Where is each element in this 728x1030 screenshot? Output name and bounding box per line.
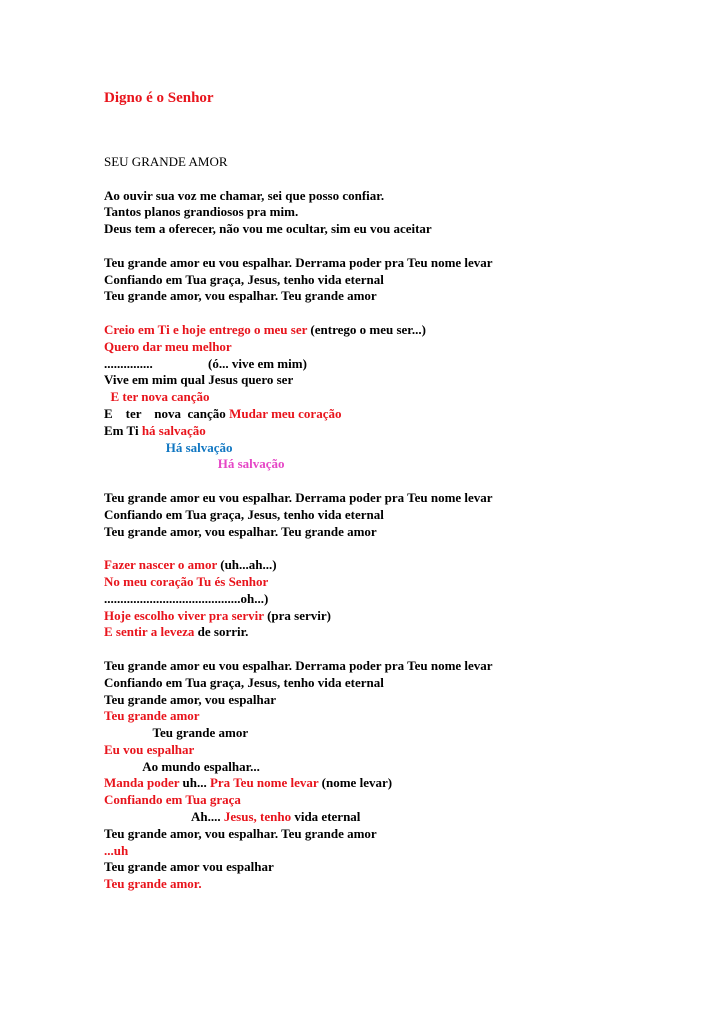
lyric-segment: Pra Teu nome levar — [209, 775, 319, 791]
lyric-line — [104, 188, 704, 205]
lyric-segment: Teu grande amor, vou espalhar. Teu grande amor — [104, 825, 377, 841]
lyric-line — [104, 255, 704, 272]
lyric-segment: E ter nova canção — [104, 389, 210, 405]
lyric-line — [104, 591, 704, 608]
lyric-segment: Teu grande amor. — [104, 876, 202, 892]
lyric-line — [104, 204, 704, 221]
lyric-segment: Confiando em Tua graça, Jesus, tenho vida eternal — [104, 506, 384, 522]
lyric-segment: Quero dar meu melhor — [104, 338, 232, 354]
lyric-segment: (nome levar) — [318, 775, 393, 791]
lyric-line — [104, 742, 704, 759]
lyric-line — [104, 708, 704, 725]
lyric-line — [104, 423, 704, 440]
lyric-segment: Ao ouvir sua voz me chamar, sei que posso confiar. — [104, 187, 385, 203]
lyric-segment: Teu grande amor — [104, 725, 249, 741]
lyric-segment: Teu grande amor, vou espalhar — [104, 691, 277, 707]
lyric-line — [104, 859, 704, 876]
lyric-line — [104, 826, 704, 843]
lyric-segment: Tantos planos grandiosos pra mim. — [104, 204, 299, 220]
lyric-segment: SEU GRANDE AMOR — [104, 154, 228, 169]
lyric-line — [104, 389, 704, 406]
lyric-segment: vida eternal — [291, 809, 361, 825]
lyric-segment: Há salvação — [104, 439, 233, 455]
lyric-line — [104, 692, 704, 709]
lyric-segment: Teu grande amor, vou espalhar. Teu grande amor — [104, 523, 377, 539]
lyric-line — [104, 725, 704, 742]
lyric-segment: E sentir a leveza — [104, 624, 195, 640]
lyric-line — [104, 557, 704, 574]
lyric-segment: Em Ti — [104, 422, 142, 438]
lyric-line — [104, 272, 704, 289]
lyrics-body — [104, 154, 704, 893]
lyric-line — [104, 775, 704, 792]
lyric-segment: Confiando em Tua graça — [104, 792, 241, 808]
lyric-segment: Teu grande amor eu vou espalhar. Derrama poder pra Teu nome levar — [104, 489, 493, 505]
lyric-segment: (uh...ah...) — [217, 557, 277, 573]
lyric-line — [104, 288, 704, 305]
lyric-segment: Hoje escolho viver pra servir — [104, 607, 264, 623]
lyric-segment: Há salvação — [104, 456, 285, 472]
lyric-segment: Teu grande amor, vou espalhar. Teu grande amor — [104, 288, 377, 304]
lyric-segment: Teu grande amor eu vou espalhar. Derrama poder pra Teu nome levar — [104, 657, 493, 673]
lyric-line — [104, 876, 704, 893]
lyric-line — [104, 624, 704, 641]
lyric-segment: de sorrir. — [194, 624, 249, 640]
lyric-segment: Confiando em Tua graça, Jesus, tenho vida eternal — [104, 271, 384, 287]
lyric-line — [104, 456, 704, 473]
lyric-line — [104, 809, 704, 826]
lyric-line — [104, 608, 704, 625]
lyric-line — [104, 322, 704, 339]
lyric-line — [104, 524, 704, 541]
stanza-gap — [104, 238, 704, 255]
stanza-gap — [104, 305, 704, 322]
lyric-segment: Jesus, tenho — [223, 809, 292, 825]
lyric-line — [104, 372, 704, 389]
stanza-gap — [104, 641, 704, 658]
stanza-gap — [104, 540, 704, 557]
lyric-segment: Deus tem a oferecer, não vou me ocultar, sim eu vou aceitar — [104, 221, 432, 237]
lyric-line — [104, 440, 704, 457]
lyric-line — [104, 507, 704, 524]
lyric-segment: Confiando em Tua graça, Jesus, tenho vida eternal — [104, 674, 384, 690]
lyric-segment: ..........................................oh...) — [104, 590, 269, 606]
song-title — [104, 154, 704, 171]
lyric-segment: uh... — [179, 775, 210, 791]
lyric-segment: No meu coração Tu és Senhor — [104, 573, 269, 589]
lyric-line — [104, 843, 704, 860]
lyric-segment: Teu grande amor eu vou espalhar. Derrama poder pra Teu nome levar — [104, 254, 493, 270]
lyric-segment: Eu vou espalhar — [104, 741, 195, 757]
lyric-line — [104, 658, 704, 675]
lyric-segment: Ah.... — [104, 809, 224, 825]
lyric-line — [104, 675, 704, 692]
stanza-gap — [104, 473, 704, 490]
lyric-segment: Teu grande amor — [104, 708, 200, 724]
lyric-line — [104, 490, 704, 507]
lyric-segment: Mudar meu coração — [229, 405, 342, 421]
stanza-gap — [104, 171, 704, 188]
lyric-line — [104, 339, 704, 356]
lyric-segment: E ter nova canção — [104, 405, 230, 421]
lyric-line — [104, 356, 704, 373]
lyric-line — [104, 574, 704, 591]
lyric-segment: Ao mundo espalhar... — [104, 758, 260, 774]
lyric-segment: Vive em mim qual Jesus quero ser — [104, 372, 294, 388]
lyric-segment: Creio em Ti e hoje entrego o meu ser — [104, 321, 308, 337]
lyric-segment: (entrego o meu ser...) — [307, 321, 426, 337]
lyric-line — [104, 221, 704, 238]
lyric-segment: ............... (ó... vive em mim) — [104, 355, 307, 371]
lyric-segment: ...uh — [104, 842, 129, 858]
lyric-segment: Manda poder — [104, 775, 180, 791]
lyric-segment: Fazer nascer o amor — [104, 557, 217, 573]
lyric-segment: Teu grande amor vou espalhar — [104, 859, 274, 875]
lyric-line — [104, 759, 704, 776]
lyric-segment: (pra servir) — [263, 607, 331, 623]
lyric-line — [104, 406, 704, 423]
document-title: Digno é o Senhor — [104, 90, 214, 106]
lyric-segment: há salvação — [141, 422, 206, 438]
lyric-line — [104, 792, 704, 809]
